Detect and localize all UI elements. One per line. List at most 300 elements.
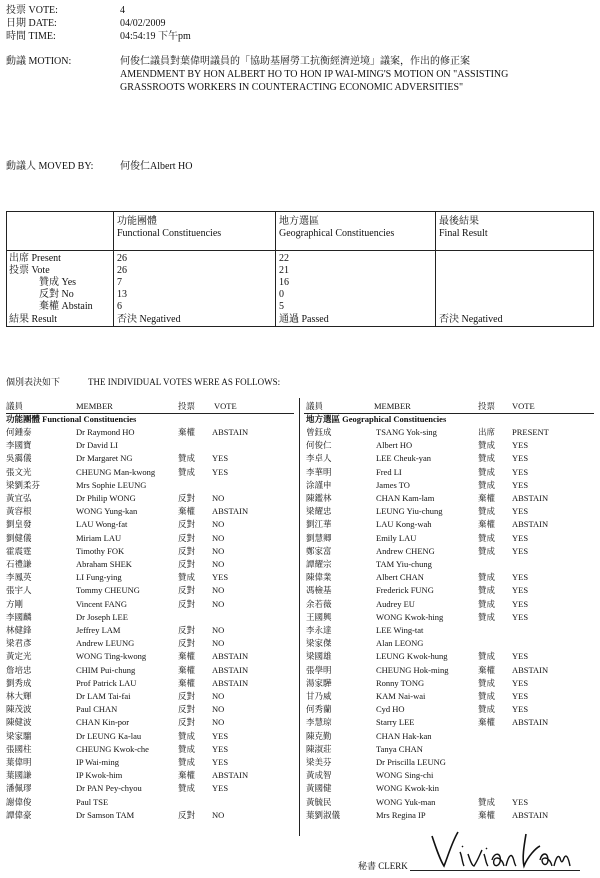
gc-vote-row <box>306 518 596 530</box>
vote-zh: 贊成 <box>478 796 496 807</box>
member-name-en: Vincent FANG <box>76 598 128 609</box>
member-name-zh: 梁美芬 <box>306 757 332 767</box>
member-name-en: Dr Philip WONG <box>76 493 136 503</box>
vote-zh: 反對 <box>178 625 196 635</box>
member-name-zh: 黃國健 <box>306 783 332 794</box>
member-name-zh: 梁君彥 <box>6 638 32 649</box>
fc-vote-row <box>6 769 296 781</box>
member-name-en: Ronny TONG <box>376 677 425 688</box>
vote-en: ABSTAIN <box>212 651 249 662</box>
fc-vote-list <box>6 426 296 822</box>
member-name-zh: 鄭家富 <box>306 545 332 556</box>
member-name-en: Starry LEE <box>376 717 415 728</box>
fc-vote-row <box>6 796 296 808</box>
vote-en: NO <box>212 625 225 635</box>
vote-en: NO <box>212 704 225 715</box>
member-name-zh: 林大輝 <box>6 691 32 701</box>
gc-vote-row <box>306 505 596 517</box>
vote-zh: 贊成 <box>478 651 496 662</box>
vote-en: NO <box>212 638 225 649</box>
vote-en: YES <box>512 506 529 517</box>
member-name-zh: 甘乃威 <box>306 691 332 701</box>
fc-vote-row <box>6 809 296 821</box>
gc-vote-row <box>306 769 596 781</box>
member-name-zh: 譚耀宗 <box>306 559 332 569</box>
member-name-zh: 譚偉豪 <box>6 809 32 820</box>
col-gc-zh: 地方選區 <box>279 216 319 227</box>
vote-zh: 反對 <box>178 809 196 820</box>
member-name-en: Frederick FUNG <box>376 585 434 596</box>
member-name-en: Cyd HO <box>376 704 405 715</box>
vote-zh: 贊成 <box>178 743 196 754</box>
member-name-zh: 黃宜弘 <box>6 493 32 503</box>
col-gc-en: Geographical Constituencies <box>279 228 395 239</box>
member-name-en: Tanya CHAN <box>376 743 423 754</box>
gc-vote-row <box>306 677 596 689</box>
gc-vote-row <box>306 716 596 728</box>
vote-zh: 贊成 <box>478 704 496 715</box>
member-name-zh: 李鳳英 <box>6 572 32 583</box>
vote-zh: 棄權 <box>478 717 496 728</box>
vote-zh: 贊成 <box>478 598 496 609</box>
fc-vote-row <box>6 571 296 583</box>
vote-zh: 棄權 <box>478 519 496 530</box>
member-name-zh: 李華明 <box>306 466 332 477</box>
member-name-en: LEUNG Kwok-hung <box>376 651 448 662</box>
gc-col-member-zh: 議員 <box>306 401 324 411</box>
member-name-en: LEE Wing-tat <box>376 625 424 635</box>
vote-en: PRESENT <box>512 427 549 437</box>
row-present-label: 出席 Present <box>9 253 61 264</box>
member-name-en: Fred LI <box>376 466 402 477</box>
member-name-en: CHAN Kin-por <box>76 717 130 728</box>
vote-en: NO <box>212 493 225 503</box>
vote-zh: 棄權 <box>178 770 196 781</box>
vote-zh: 贊成 <box>478 532 496 543</box>
motion-title-zh: 何俊仁議員對葉偉明議員的「協助基層勞工抗衡經濟逆境」議案，作出的修正案 <box>120 56 470 67</box>
row-yes-label: 贊成 Yes <box>39 277 77 288</box>
member-name-zh: 林健鋒 <box>6 625 32 635</box>
member-name-en: WONG Yung-kan <box>76 506 138 517</box>
fc-vote-row <box>6 611 296 623</box>
member-name-zh: 何鍾泰 <box>6 427 32 437</box>
member-name-en: CHAN Kam-lam <box>376 493 435 503</box>
vote-zh: 反對 <box>178 598 196 609</box>
fc-vote-row <box>6 690 296 702</box>
gc-result: 通過 Passed <box>279 314 329 325</box>
member-name-zh: 黃毓民 <box>306 796 332 807</box>
member-name-en: CHEUNG Hok-ming <box>376 664 449 675</box>
fc-heading: 功能團體 Functional Constituencies <box>6 414 137 424</box>
member-name-en: WONG Yuk-man <box>376 796 436 807</box>
member-name-en: CHEUNG Kwok-che <box>76 743 149 754</box>
member-name-en: Dr Joseph LEE <box>76 611 128 622</box>
member-name-en: Emily LAU <box>376 532 417 543</box>
member-name-zh: 劉皇發 <box>6 519 32 530</box>
fc-vote-row <box>6 716 296 728</box>
gc-heading: 地方選區 Geographical Constituencies <box>306 414 447 424</box>
vote-zh: 贊成 <box>178 466 196 477</box>
member-name-zh: 劉慧卿 <box>306 532 332 543</box>
gc-present: 22 <box>279 253 289 264</box>
vote-zh: 反對 <box>178 493 196 503</box>
member-name-zh: 李國寶 <box>6 440 32 451</box>
vote-en: ABSTAIN <box>512 519 549 530</box>
member-name-en: Miriam LAU <box>76 532 122 543</box>
member-name-en: WONG Kwok-kin <box>376 783 440 794</box>
gc-vote-row <box>306 743 596 755</box>
fc-vote-row <box>6 518 296 530</box>
member-name-zh: 梁劉柔芬 <box>6 479 41 490</box>
gc-col-vote-en: VOTE <box>512 401 535 411</box>
member-name-en: Audrey EU <box>376 598 415 609</box>
vote-zh: 反對 <box>178 545 196 556</box>
member-name-zh: 吳靄儀 <box>6 453 32 464</box>
fc-vote-row <box>6 426 296 438</box>
vote-en: NO <box>212 519 225 530</box>
gc-vote-row <box>306 584 596 596</box>
date-value: 04/02/2009 <box>120 18 166 29</box>
member-name-zh: 湯家驊 <box>306 677 332 688</box>
member-name-zh: 劉秀成 <box>6 677 32 688</box>
fc-vote-row <box>6 532 296 544</box>
column-divider <box>299 398 300 836</box>
member-name-zh: 李永達 <box>306 625 332 635</box>
fc-vote: 26 <box>117 265 127 276</box>
vote-zh: 贊成 <box>478 677 496 688</box>
moved-by-label: 動議人 MOVED BY: <box>6 161 94 172</box>
member-name-zh: 李卓人 <box>306 453 332 464</box>
vote-zh: 反對 <box>178 691 196 701</box>
member-name-zh: 陳偉業 <box>306 572 332 583</box>
vote-en: NO <box>212 691 225 701</box>
gc-vote-row <box>306 466 596 478</box>
member-name-zh: 余若薇 <box>306 598 332 609</box>
member-name-zh: 馮檢基 <box>306 585 332 596</box>
member-name-zh: 王國興 <box>306 611 332 622</box>
member-name-zh: 葉偉明 <box>6 757 32 767</box>
member-name-zh: 霍震霆 <box>6 545 32 556</box>
vote-en: ABSTAIN <box>212 770 249 781</box>
vote-en: ABSTAIN <box>212 506 249 517</box>
vote-en: YES <box>212 783 229 794</box>
gc-vote-row <box>306 558 596 570</box>
fc-vote-row <box>6 637 296 649</box>
gc-vote-row <box>306 598 596 610</box>
member-name-zh: 陳淑莊 <box>306 743 332 754</box>
member-name-en: TAM Yiu-chung <box>376 559 432 569</box>
member-name-zh: 李慧琼 <box>306 717 332 728</box>
date-label: 日期 DATE: <box>6 18 57 29</box>
row-vote-label: 投票 Vote <box>9 265 50 276</box>
gc-vote-row <box>306 426 596 438</box>
individual-title-en: THE INDIVIDUAL VOTES WERE AS FOLLOWS: <box>88 377 281 387</box>
vote-zh: 贊成 <box>478 440 496 451</box>
member-name-zh: 陳克勤 <box>306 730 332 741</box>
member-name-zh: 石禮謙 <box>6 559 32 569</box>
member-name-en: Timothy FOK <box>76 545 125 556</box>
vote-zh: 棄權 <box>178 427 196 437</box>
gc-vote-row <box>306 730 596 742</box>
gc-no: 0 <box>279 289 284 300</box>
vote-en: ABSTAIN <box>212 427 249 437</box>
vote-en: YES <box>512 651 529 662</box>
member-name-en: Andrew CHENG <box>376 545 435 556</box>
member-name-zh: 梁國雄 <box>306 651 332 662</box>
final-result: 否決 Negatived <box>439 314 503 325</box>
member-name-en: Prof Patrick LAU <box>76 677 137 688</box>
vote-en: ABSTAIN <box>512 717 549 728</box>
vote-zh: 棄權 <box>478 809 496 820</box>
vote-en: YES <box>212 453 229 464</box>
member-name-zh: 張國柱 <box>6 743 32 754</box>
vote-en: ABSTAIN <box>512 664 549 675</box>
vote-zh: 棄權 <box>478 664 496 675</box>
vote-en: YES <box>512 466 529 477</box>
fc-vote-row <box>6 664 296 676</box>
vote-zh: 棄權 <box>178 506 196 517</box>
member-name-en: Dr Margaret NG <box>76 453 133 464</box>
vote-zh: 贊成 <box>478 611 496 622</box>
gc-vote-row <box>306 703 596 715</box>
member-name-zh: 李國麟 <box>6 611 32 622</box>
vote-zh: 贊成 <box>478 572 496 583</box>
vote-zh: 反對 <box>178 519 196 530</box>
vote-en: YES <box>512 440 529 451</box>
member-name-zh: 陳茂波 <box>6 704 32 715</box>
member-name-zh: 曾鈺成 <box>306 427 332 437</box>
vote-zh: 反對 <box>178 532 196 543</box>
gc-vote-row <box>306 782 596 794</box>
member-name-zh: 黃成智 <box>306 770 332 781</box>
gc-vote-row <box>306 532 596 544</box>
member-name-en: Dr David LI <box>76 440 119 451</box>
row-no-label: 反對 No <box>39 289 74 300</box>
vote-zh: 反對 <box>178 585 196 596</box>
gc-vote-row <box>306 452 596 464</box>
motion-title-en-line2: GRASSROOTS WORKERS IN COUNTERACTING ECONOMIC ADVERSITIES" <box>120 82 464 93</box>
vote-zh: 贊成 <box>478 479 496 490</box>
vote-zh: 贊成 <box>178 783 196 794</box>
vote-en: YES <box>512 598 529 609</box>
fc-present: 26 <box>117 253 127 264</box>
member-name-zh: 劉健儀 <box>6 532 32 543</box>
vote-en: YES <box>512 677 529 688</box>
vote-en: YES <box>212 730 229 741</box>
summary-table <box>6 211 594 327</box>
gc-vote-row <box>306 796 596 808</box>
vote-en: YES <box>512 572 529 583</box>
vote-number: 4 <box>120 5 125 16</box>
vote-en: NO <box>212 717 225 728</box>
member-name-zh: 梁耀忠 <box>306 506 332 517</box>
gc-vote-row <box>306 809 596 821</box>
member-name-en: LAU Wong-fat <box>76 519 128 530</box>
vote-zh: 贊成 <box>178 453 196 464</box>
member-name-en: James TO <box>376 479 410 490</box>
fc-vote-row <box>6 756 296 768</box>
vote-zh: 反對 <box>178 717 196 728</box>
motion-title-en-line1: AMENDMENT BY HON ALBERT HO TO HON IP WAI-MING'S MOTION ON "ASSISTING <box>120 69 509 80</box>
vote-en: ABSTAIN <box>512 493 549 503</box>
member-name-en: Abraham SHEK <box>76 559 132 569</box>
vote-en: ABSTAIN <box>512 809 549 820</box>
vote-zh: 贊成 <box>178 572 196 583</box>
vote-zh: 棄權 <box>178 651 196 662</box>
member-name-en: Paul CHAN <box>76 704 118 715</box>
vote-en: NO <box>212 585 225 596</box>
member-name-en: WONG Sing-chi <box>376 770 434 781</box>
member-name-en: TSANG Yok-sing <box>376 427 437 437</box>
gc-abstain: 5 <box>279 301 284 312</box>
fc-vote-row <box>6 650 296 662</box>
vote-en: YES <box>512 704 529 715</box>
vote-zh: 贊成 <box>478 545 496 556</box>
col-final-en: Final Result <box>439 228 488 239</box>
member-name-en: IP Wai-ming <box>76 757 119 767</box>
gc-vote: 21 <box>279 265 289 276</box>
gc-yes: 16 <box>279 277 289 288</box>
gc-vote-row <box>306 492 596 504</box>
gc-vote-row <box>306 479 596 491</box>
member-name-zh: 張宇人 <box>6 585 32 596</box>
gc-vote-row <box>306 611 596 623</box>
vote-zh: 棄權 <box>478 493 496 503</box>
gc-vote-row <box>306 664 596 676</box>
row-abstain-label: 棄權 Abstain <box>39 301 93 312</box>
fc-no: 13 <box>117 289 127 300</box>
vote-en: NO <box>212 598 225 609</box>
member-name-zh: 劉江華 <box>306 519 332 530</box>
clerk-label: 秘書 CLERK <box>358 861 408 871</box>
fc-vote-row <box>6 598 296 610</box>
fc-vote-row <box>6 466 296 478</box>
vote-en: YES <box>512 796 529 807</box>
moved-by-value: 何俊仁Albert HO <box>120 161 193 172</box>
col-fc-en: Functional Constituencies <box>117 228 222 239</box>
member-name-en: Andrew LEUNG <box>76 638 135 649</box>
vote-zh: 贊成 <box>178 757 196 767</box>
vote-en: YES <box>212 757 229 767</box>
member-name-en: Dr Samson TAM <box>76 809 135 820</box>
gc-vote-row <box>306 650 596 662</box>
member-name-en: KAM Nai-wai <box>376 691 426 701</box>
vote-zh: 贊成 <box>478 466 496 477</box>
fc-vote-row <box>6 545 296 557</box>
gc-vote-row <box>306 439 596 451</box>
fc-result: 否決 Negatived <box>117 314 181 325</box>
member-name-en: LI Fung-ying <box>76 572 122 583</box>
member-name-zh: 方剛 <box>6 598 24 609</box>
fc-vote-row <box>6 492 296 504</box>
vote-en: YES <box>512 611 529 622</box>
member-name-zh: 葉國謙 <box>6 770 32 781</box>
time-value: 04:54:19 下午pm <box>120 31 191 42</box>
member-name-en: LEE Cheuk-yan <box>376 453 431 464</box>
member-name-en: CHAN Hak-kan <box>376 730 432 741</box>
vote-en: NO <box>212 809 225 820</box>
fc-vote-row <box>6 730 296 742</box>
fc-vote-row <box>6 505 296 517</box>
fc-vote-row <box>6 743 296 755</box>
member-name-en: Dr LAM Tai-fai <box>76 691 131 701</box>
vote-en: YES <box>512 545 529 556</box>
vote-en: YES <box>212 466 229 477</box>
vote-zh: 贊成 <box>478 506 496 517</box>
fc-vote-row <box>6 452 296 464</box>
fc-yes: 7 <box>117 277 122 288</box>
member-name-zh: 陳鑑林 <box>306 493 332 503</box>
member-name-zh: 黃定光 <box>6 651 32 662</box>
member-name-en: WONG Kwok-hing <box>376 611 444 622</box>
vote-zh: 贊成 <box>478 453 496 464</box>
time-label: 時間 TIME: <box>6 31 56 42</box>
member-name-zh: 詹培忠 <box>6 664 32 675</box>
fc-col-vote-zh: 投票 <box>178 401 196 411</box>
gc-vote-row <box>306 756 596 768</box>
vote-en: YES <box>512 453 529 464</box>
member-name-zh: 梁家傑 <box>306 638 332 649</box>
vote-en: ABSTAIN <box>212 664 249 675</box>
fc-vote-row <box>6 558 296 570</box>
member-name-en: Dr PAN Pey-chyou <box>76 783 142 794</box>
vote-zh: 反對 <box>178 704 196 715</box>
member-name-zh: 梁家騮 <box>6 730 32 741</box>
gc-col-vote-zh: 投票 <box>478 401 496 411</box>
gc-col-member-en: MEMBER <box>374 401 411 411</box>
member-name-en: Mrs Regina IP <box>376 809 426 820</box>
row-result-label: 結果 Result <box>9 314 58 325</box>
gc-vote-row <box>306 690 596 702</box>
fc-col-member-en: MEMBER <box>76 401 113 411</box>
member-name-en: LEUNG Yiu-chung <box>376 506 443 517</box>
gc-vote-row <box>306 637 596 649</box>
vote-zh: 出席 <box>478 427 496 437</box>
col-final-zh: 最後結果 <box>439 216 479 227</box>
col-fc-zh: 功能團體 <box>117 216 157 227</box>
vote-en: YES <box>512 532 529 543</box>
member-name-zh: 謝偉俊 <box>6 796 32 807</box>
vote-zh: 贊成 <box>478 691 496 701</box>
gc-vote-list <box>306 426 596 822</box>
vote-en: NO <box>212 532 225 543</box>
member-name-zh: 陳健波 <box>6 717 32 728</box>
gc-vote-row <box>306 571 596 583</box>
vote-zh: 反對 <box>178 559 196 569</box>
member-name-en: CHIM Pui-chung <box>76 664 136 675</box>
fc-vote-row <box>6 584 296 596</box>
vote-zh: 棄權 <box>178 677 196 688</box>
member-name-en: Dr Raymond HO <box>76 427 135 437</box>
fc-vote-row <box>6 677 296 689</box>
gc-vote-row <box>306 545 596 557</box>
member-name-en: Mrs Sophie LEUNG <box>76 479 147 490</box>
vote-en: YES <box>512 479 529 490</box>
member-name-zh: 張文光 <box>6 466 32 477</box>
vote-en: ABSTAIN <box>212 677 249 688</box>
individual-title-zh: 個別表決如下 <box>6 377 61 387</box>
member-name-en: CHEUNG Man-kwong <box>76 466 156 477</box>
vote-en: YES <box>212 572 229 583</box>
fc-vote-row <box>6 782 296 794</box>
fc-vote-row <box>6 439 296 451</box>
member-name-en: Albert HO <box>376 440 413 451</box>
member-name-zh: 黃容根 <box>6 506 32 517</box>
vote-label: 投票 VOTE: <box>6 5 58 16</box>
vote-zh: 棄權 <box>178 664 196 675</box>
vote-en: NO <box>212 545 225 556</box>
member-name-en: WONG Ting-kwong <box>76 651 147 662</box>
